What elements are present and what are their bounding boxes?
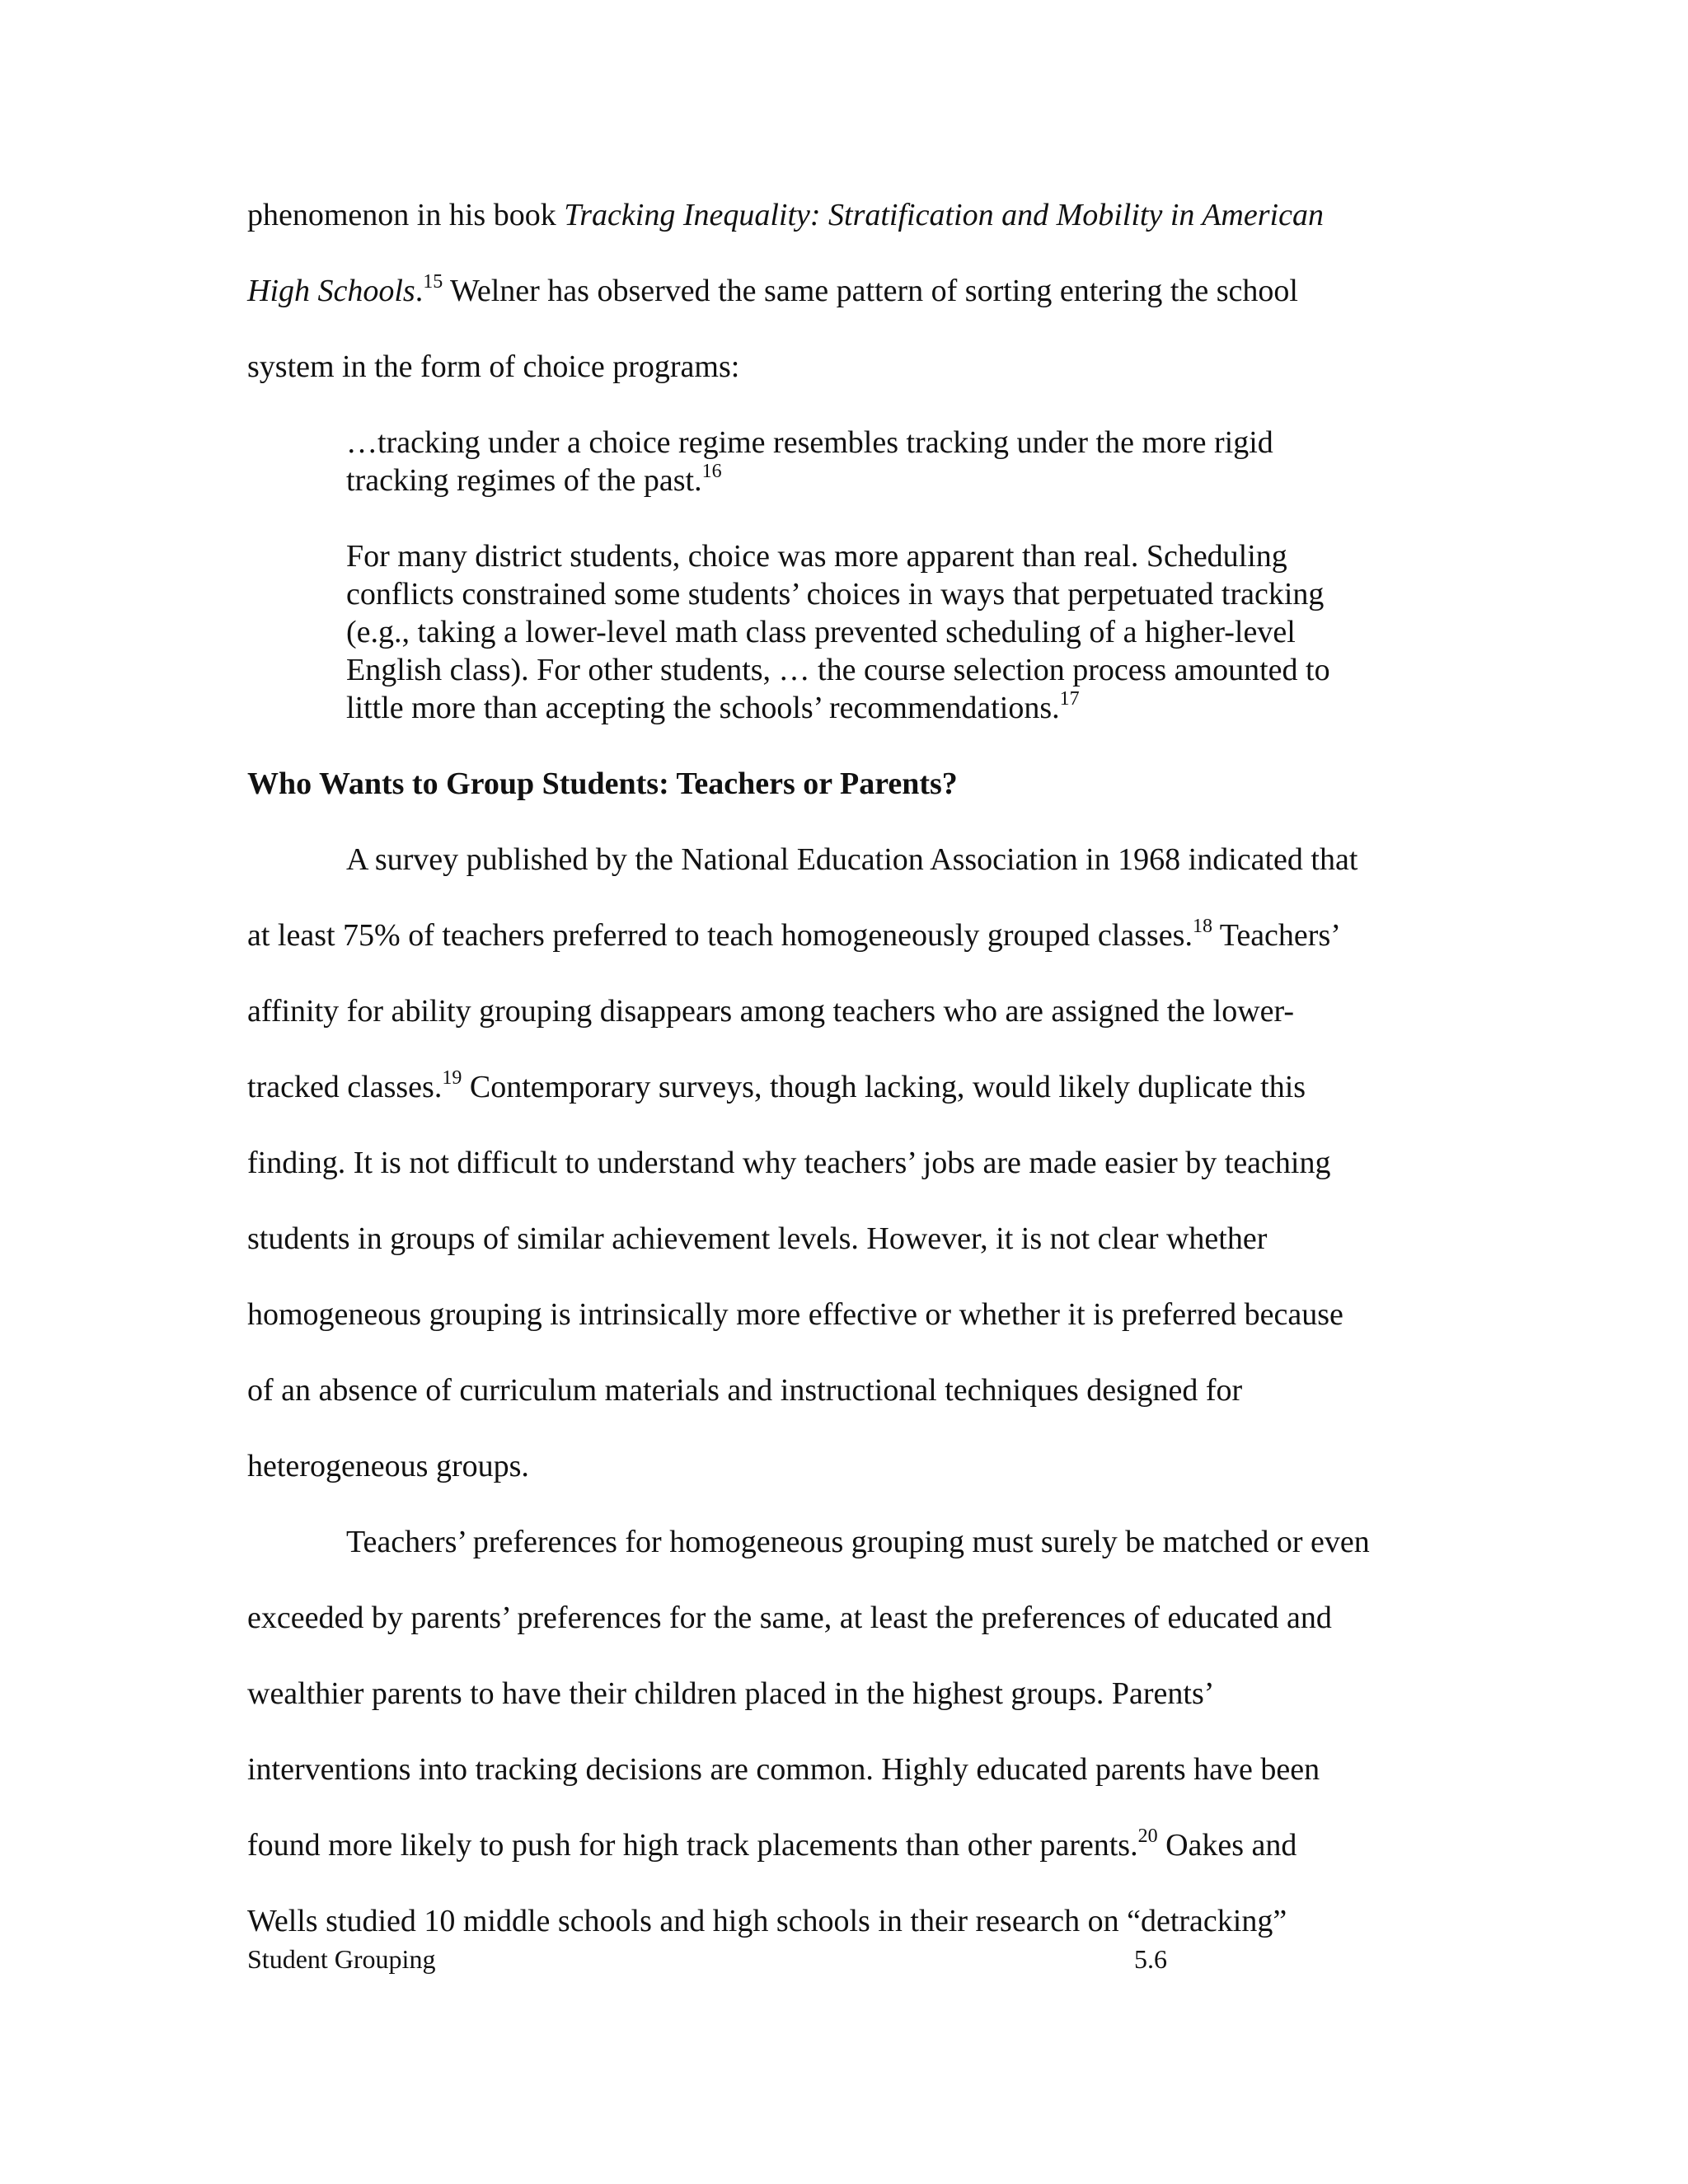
body-line (247, 1826, 1296, 1864)
text-run: A survey published by the National Education Association in 1968 indicated that (346, 842, 1358, 877)
body-line (247, 1220, 1267, 1258)
body-line (247, 1144, 1330, 1182)
footnote-ref: 15 (423, 271, 443, 293)
text-run: little more than accepting the schools’ recommendations. (346, 691, 1060, 725)
text-run: interventions into tracking decisions are common. Highly educated parents have been (247, 1752, 1320, 1787)
blockquote-line (346, 424, 1273, 462)
footnote-ref: 16 (701, 461, 722, 483)
page-number: 5.6 (1134, 1944, 1167, 1974)
text-run: affinity for ability grouping disappears among teachers who are assigned the lower- (247, 994, 1295, 1029)
body-line (247, 992, 1294, 1030)
text-run: …tracking under a choice regime resembles tracking under the more rigid (346, 425, 1273, 460)
book-title: Tracking Inequality: Stratification and Mobility in American (564, 198, 1324, 232)
text-run: found more likely to push for high track placements than other parents. (247, 1828, 1138, 1863)
text-run: at least 75% of teachers preferred to teach homogeneously grouped classes. (247, 918, 1193, 953)
text-run: homogeneous grouping is intrinsically more effective or whether it is preferred because (247, 1297, 1343, 1332)
text-run: of an absence of curriculum materials and instructional techniques designed for (247, 1373, 1243, 1408)
text-run: conflicts constrained some students’ choices in ways that perpetuated tracking (346, 577, 1325, 612)
text-run: English class). For other students, … the course selection process amounted to (346, 653, 1330, 687)
text-run: (e.g., taking a lower-level math class prevented scheduling of a higher-level (346, 615, 1296, 649)
text-run: phenomenon in his book (247, 198, 565, 232)
blockquote-line (346, 575, 1324, 613)
blockquote-line (346, 462, 722, 499)
body-line (247, 1675, 1214, 1713)
text-run: finding. It is not difficult to understand why teachers’ jobs are made easier by teaching (247, 1146, 1331, 1180)
text-run: Teachers’ (1212, 918, 1341, 953)
text-run: system in the form of choice programs: (247, 349, 740, 384)
text-run: Contemporary surveys, though lacking, would likely duplicate this (462, 1070, 1306, 1104)
body-line (247, 348, 739, 386)
text-run: students in groups of similar achievement levels. However, it is not clear whether (247, 1221, 1268, 1256)
blockquote-line (346, 689, 1080, 727)
text-run: exceeded by parents’ preferences for the same, at least the preferences of educated and (247, 1601, 1332, 1635)
text-run: For many district students, choice was more apparent than real. Scheduling (346, 539, 1287, 574)
body-line (247, 1750, 1320, 1788)
footnote-ref: 18 (1192, 916, 1212, 938)
body-line (247, 1068, 1306, 1106)
blockquote-line (346, 613, 1296, 651)
text-run: wealthier parents to have their children placed in the highest groups. Parents’ (247, 1676, 1215, 1711)
footnote-ref: 17 (1059, 688, 1080, 710)
body-line (247, 196, 1324, 234)
text-run: Teachers’ preferences for homogeneous grouping must surely be matched or even (346, 1525, 1370, 1559)
text-run: tracking regimes of the past. (346, 463, 702, 498)
section-heading: Who Wants to Group Students: Teachers or Parents? (247, 766, 958, 801)
body-line (346, 841, 1357, 879)
footer-title: Student Grouping (247, 1944, 436, 1974)
text-run: Wells studied 10 middle schools and high schools in their research on “detracking” (247, 1904, 1287, 1938)
body-line (247, 1447, 529, 1485)
body-line (247, 1371, 1242, 1409)
footnote-ref: 19 (442, 1067, 462, 1090)
body-line (346, 1523, 1370, 1561)
text-run: . (415, 274, 424, 308)
body-line (247, 916, 1341, 954)
book-title: High Schools (247, 274, 415, 308)
text-run: heterogeneous groups. (247, 1449, 529, 1483)
body-line (247, 1599, 1332, 1637)
body-line (247, 1296, 1343, 1333)
body-line (247, 272, 1298, 310)
body-line (247, 1902, 1287, 1940)
text-run: tracked classes. (247, 1070, 443, 1104)
blockquote-line (346, 537, 1287, 575)
text-run: Welner has observed the same pattern of sorting entering the school (443, 274, 1298, 308)
footnote-ref: 20 (1137, 1825, 1158, 1848)
text-run: Oakes and (1157, 1828, 1297, 1863)
blockquote-line (346, 651, 1330, 689)
